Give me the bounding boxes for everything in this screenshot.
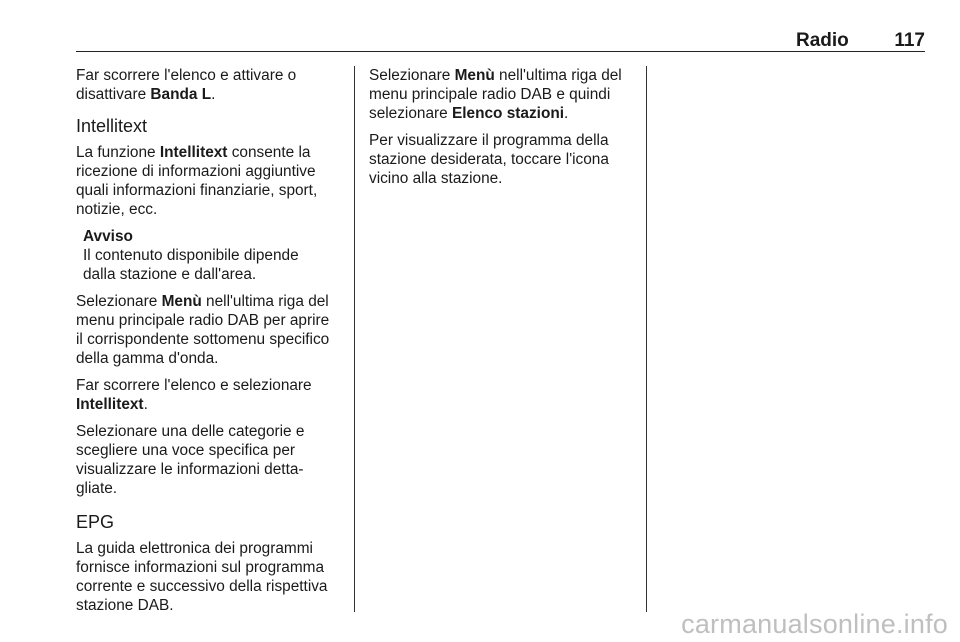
- section-heading: Intellitext: [76, 116, 148, 136]
- watermark: carmanualsonline.info: [681, 609, 948, 639]
- text-line: menu principale radio DAB e quindi: [369, 86, 611, 103]
- text-line: Il contenuto disponibile dipende: [83, 247, 299, 264]
- paragraph: [369, 66, 637, 123]
- bold-term: Banda L: [150, 86, 212, 103]
- text-line: Far scorrere l'elenco e selezionare: [76, 377, 312, 394]
- paragraph: [76, 422, 344, 498]
- bold-term: Elenco stazioni: [452, 105, 565, 122]
- page-number: 117: [894, 30, 925, 51]
- text-line: corrente e successivo della rispettiva: [76, 578, 328, 595]
- column-divider-right: [646, 66, 647, 612]
- paragraph: [369, 131, 637, 188]
- text-line: scegliere una voce specifica per: [76, 442, 296, 459]
- text-line: il corrispondente sottomenu specifico: [76, 331, 330, 348]
- paragraph: [76, 66, 344, 104]
- text-line: Per visualizzare il programma della: [369, 132, 609, 149]
- text-line: Selezionare una delle categorie e: [76, 423, 305, 440]
- text-line: visualizzare le informazioni detta‐: [76, 461, 304, 478]
- text-line: Selezionare Menù nell'ultima riga del: [369, 67, 622, 84]
- text-line: Far scorrere l'elenco e attivare o: [76, 67, 297, 84]
- bold-term: Intellitext: [159, 144, 228, 161]
- page-header: [76, 30, 925, 50]
- section-title: Radio: [796, 30, 849, 51]
- text-line: stazione DAB.: [76, 597, 174, 614]
- text-line: La funzione Intellitext consente la: [76, 144, 311, 161]
- text-line: disattivare Banda L.: [76, 86, 216, 103]
- text-line: menu principale radio DAB per aprire: [76, 312, 330, 329]
- bold-term: Menù: [454, 67, 495, 84]
- text-line: vicino alla stazione.: [369, 170, 503, 187]
- column-divider-left: [354, 66, 355, 612]
- paragraph: [76, 143, 344, 219]
- text-line: fornisce informazioni sul programma: [76, 559, 325, 576]
- note-box: [83, 227, 344, 284]
- text-line: della gamma d'onda.: [76, 350, 219, 367]
- column-left: [76, 66, 344, 623]
- column-middle: [369, 66, 637, 196]
- text-line: notizie, ecc.: [76, 201, 158, 218]
- note-title: Avviso: [83, 228, 133, 245]
- text-line: La guida elettronica dei programmi: [76, 540, 313, 557]
- paragraph: [76, 376, 344, 414]
- header-rule: [76, 51, 925, 52]
- section-heading: EPG: [76, 512, 115, 532]
- text-line: gliate.: [76, 480, 118, 497]
- paragraph: [76, 292, 344, 368]
- text-line: dalla stazione e dall'area.: [83, 266, 257, 283]
- text-line: ricezione di informazioni aggiuntive: [76, 163, 316, 180]
- text-line: Intellitext.: [76, 396, 148, 413]
- text-line: stazione desiderata, toccare l'icona: [369, 151, 609, 168]
- bold-term: Intellitext: [76, 396, 144, 413]
- bold-term: Menù: [161, 293, 202, 310]
- paragraph: [76, 539, 344, 615]
- text-line: quali informazioni finanziarie, sport,: [76, 182, 318, 199]
- text-line: Selezionare Menù nell'ultima riga del: [76, 293, 329, 310]
- text-line: selezionare Elenco stazioni.: [369, 105, 569, 122]
